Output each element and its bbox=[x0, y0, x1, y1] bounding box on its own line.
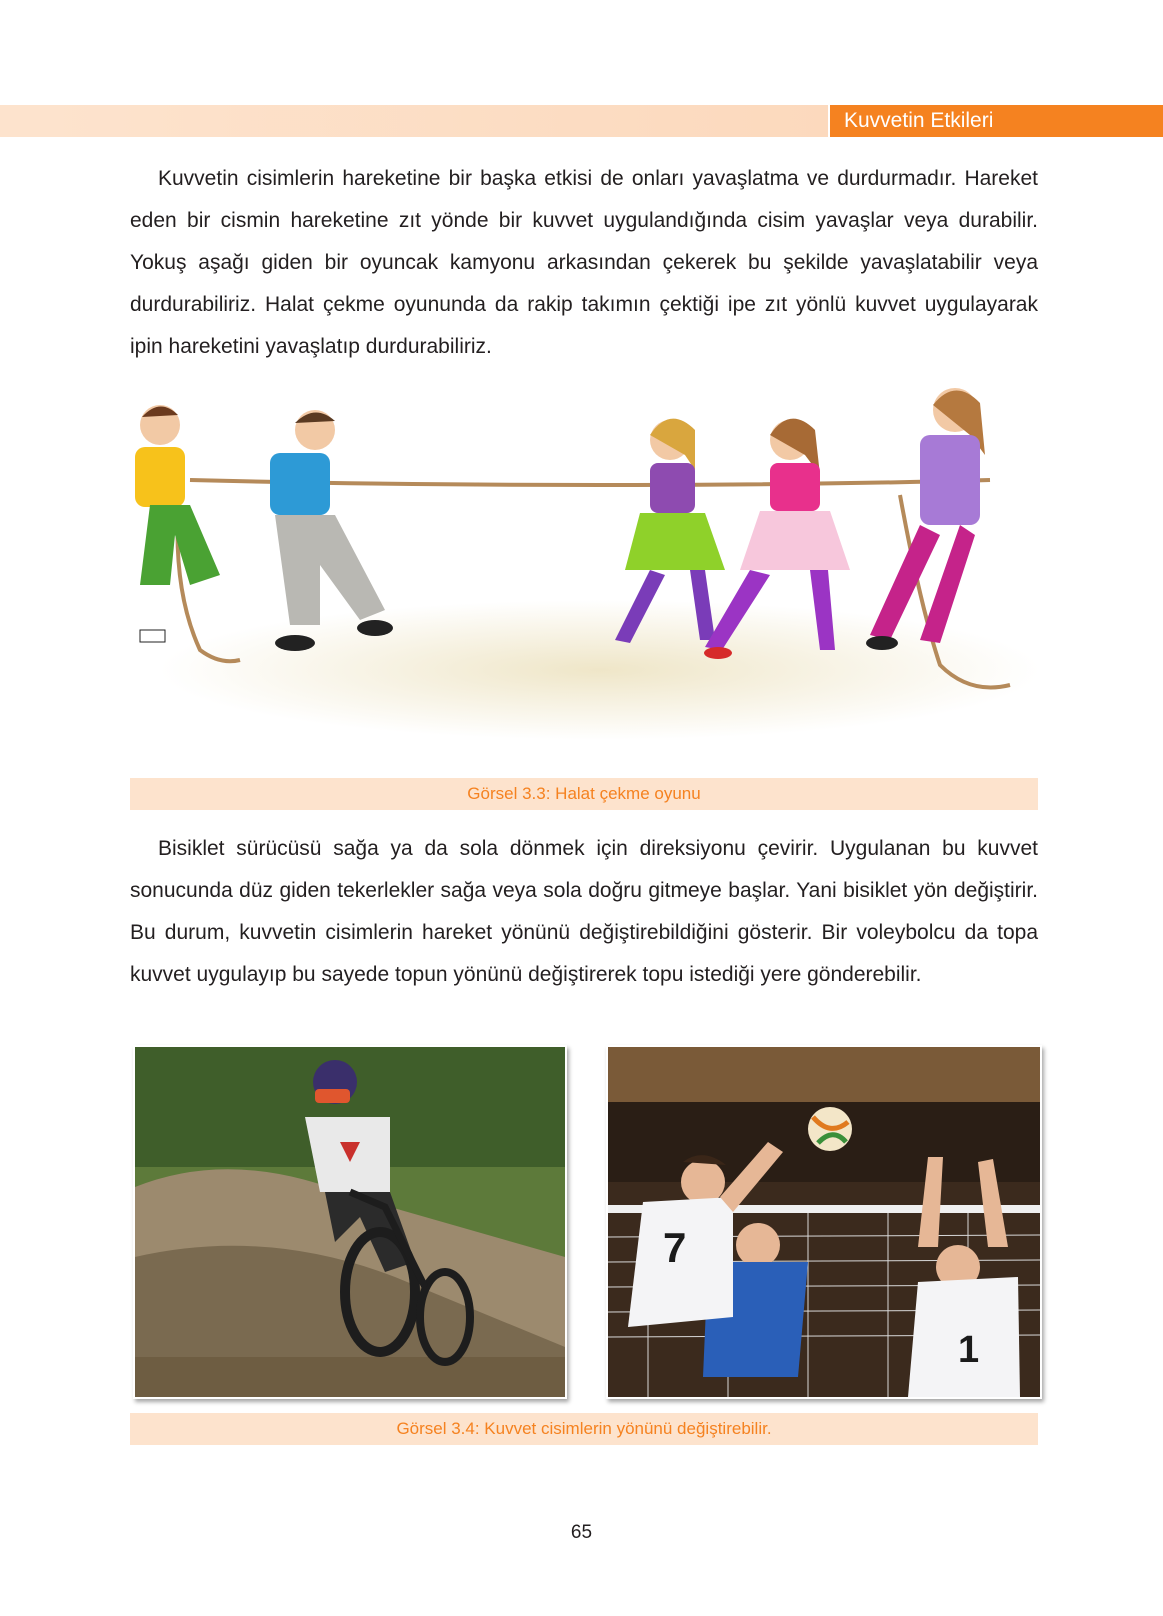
section-title: Kuvvetin Etkileri bbox=[830, 105, 1163, 137]
tug-of-war-image bbox=[130, 385, 1045, 765]
page-number: 65 bbox=[570, 1522, 593, 1543]
paragraph-direction-change: Bisiklet sürücüsü sağa ya da sola dönmek için direksiyonu çevirir. Uygulanan bu kuvvet sonucunda düz giden tekerlekler sağa veya sola doğru gitmeye başlar. Yani bisiklet yön değiştirir. Bu durum, kuvvetin cisimlerin hareket yönünü değiştirebildiğini gösterir. Bir voleybolcu da topa kuvvet uygulayıp bu sayede topun yönünü değiştirerek topu istediği yere gönderebilir. bbox=[130, 837, 1038, 986]
mountain-bike-photo bbox=[133, 1045, 567, 1399]
paragraph-tug-of-war: Kuvvetin cisimlerin hareketine bir başka etkisi de onları yavaşlatma ve durdurmadır. Hareket eden bir cismin hareketine zıt yönde bir kuvvet uygulandığında cisim yavaşlar veya durabilir. Yokuş aşağı giden bir oyuncak kamyonu arkasından çekerek bu şekilde yavaşlatabilir veya durdurabiliriz. Halat çekme oyununda da rakip takımın çektiği ipe zıt yönlü kuvvet uygulayarak ipin hareketini yavaşlatıp durdurabiliriz. bbox=[130, 167, 1038, 358]
jersey-number-1: 1 bbox=[958, 1329, 980, 1371]
volleyball-photo bbox=[606, 1045, 1042, 1399]
figure-3-4-caption: Görsel 3.4: Kuvvet cisimlerin yönünü değiştirebilir. bbox=[130, 1413, 1038, 1445]
header-band bbox=[0, 105, 828, 137]
jersey-number-7: 7 bbox=[663, 1224, 687, 1271]
figure-3-3-caption: Görsel 3.3: Halat çekme oyunu bbox=[130, 778, 1038, 810]
